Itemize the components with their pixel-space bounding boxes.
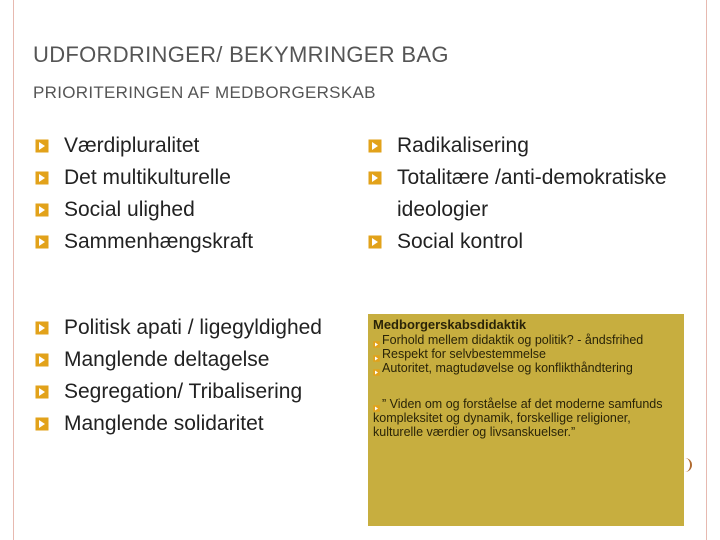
box-item <box>373 347 678 361</box>
box-arrow-bullet-icon <box>35 321 49 335</box>
list-item <box>34 194 334 226</box>
list-item <box>34 226 334 258</box>
list-item-label: Manglende solidaritet <box>64 412 264 435</box>
frame-line-right <box>706 0 707 540</box>
box-quote <box>373 397 678 439</box>
box-arrow-bullet-icon <box>368 235 382 249</box>
slide-title <box>33 36 673 112</box>
list-item-label: Værdipluralitet <box>64 134 200 157</box>
list-item <box>367 226 667 258</box>
list-item <box>34 408 344 440</box>
box-arrow-bullet-icon <box>35 203 49 217</box>
box-heading: Medborgerskabsdidaktik <box>373 317 527 332</box>
list-participation <box>34 312 344 440</box>
list-item-label: Det multikulturelle <box>64 166 231 189</box>
frame-line-left <box>13 0 14 540</box>
box-arrow-bullet-icon <box>368 139 382 153</box>
list-item-label: Segregation/ Tribalisering <box>64 380 303 403</box>
box-arrow-bullet-icon <box>373 401 380 408</box>
box-quote-text: ” Viden om og forståelse af det moderne samfunds kompleksitet og dynamik, forskellige religioner, kulturelle værdier og livsanskuelser.” <box>373 397 663 439</box>
box-arrow-bullet-icon <box>373 337 380 344</box>
list-item-label: Radikalisering <box>397 134 529 157</box>
list-threats <box>367 130 667 258</box>
box-item-label: Forhold mellem didaktik og politik? - åndsfrihed <box>382 333 644 347</box>
box-arrow-bullet-icon <box>35 353 49 367</box>
box-item <box>373 361 678 375</box>
list-item <box>34 162 334 194</box>
list-item <box>367 130 667 162</box>
box-arrow-bullet-icon <box>373 351 380 358</box>
list-item <box>34 376 344 408</box>
didactics-box <box>368 314 684 526</box>
list-values <box>34 130 334 258</box>
box-arrow-bullet-icon <box>35 171 49 185</box>
decorative-bracket <box>680 458 692 472</box>
list-item <box>34 312 344 344</box>
box-arrow-bullet-icon <box>368 171 382 185</box>
list-item-label: Social kontrol <box>397 230 524 253</box>
box-item-label: Respekt for selvbestemmelse <box>382 347 546 361</box>
list-item-label: Politisk apati / ligegyldighed <box>64 316 322 339</box>
title-line-1: UDFORDRINGER/ BEKYMRINGER BAG <box>33 42 449 67</box>
list-item-label: Manglende deltagelse <box>64 348 270 371</box>
list-item-label: Sammenhængskraft <box>64 230 254 253</box>
box-item <box>373 333 678 347</box>
box-arrow-bullet-icon <box>35 385 49 399</box>
box-arrow-bullet-icon <box>373 365 380 372</box>
list-item <box>34 130 334 162</box>
box-arrow-bullet-icon <box>35 235 49 249</box>
list-item-label: Social ulighed <box>64 198 195 221</box>
box-spacer <box>373 375 678 397</box>
box-item-label: Autoritet, magtudøvelse og konflikthåndtering <box>382 361 633 375</box>
list-item-label: Totalitære /anti-demokratiske ideologier <box>397 166 667 221</box>
box-arrow-bullet-icon <box>35 417 49 431</box>
list-item <box>367 162 667 226</box>
box-arrow-bullet-icon <box>35 139 49 153</box>
title-line-2: PRIORITERINGEN AF MEDBORGERSKAB <box>33 83 376 102</box>
list-item <box>34 344 344 376</box>
